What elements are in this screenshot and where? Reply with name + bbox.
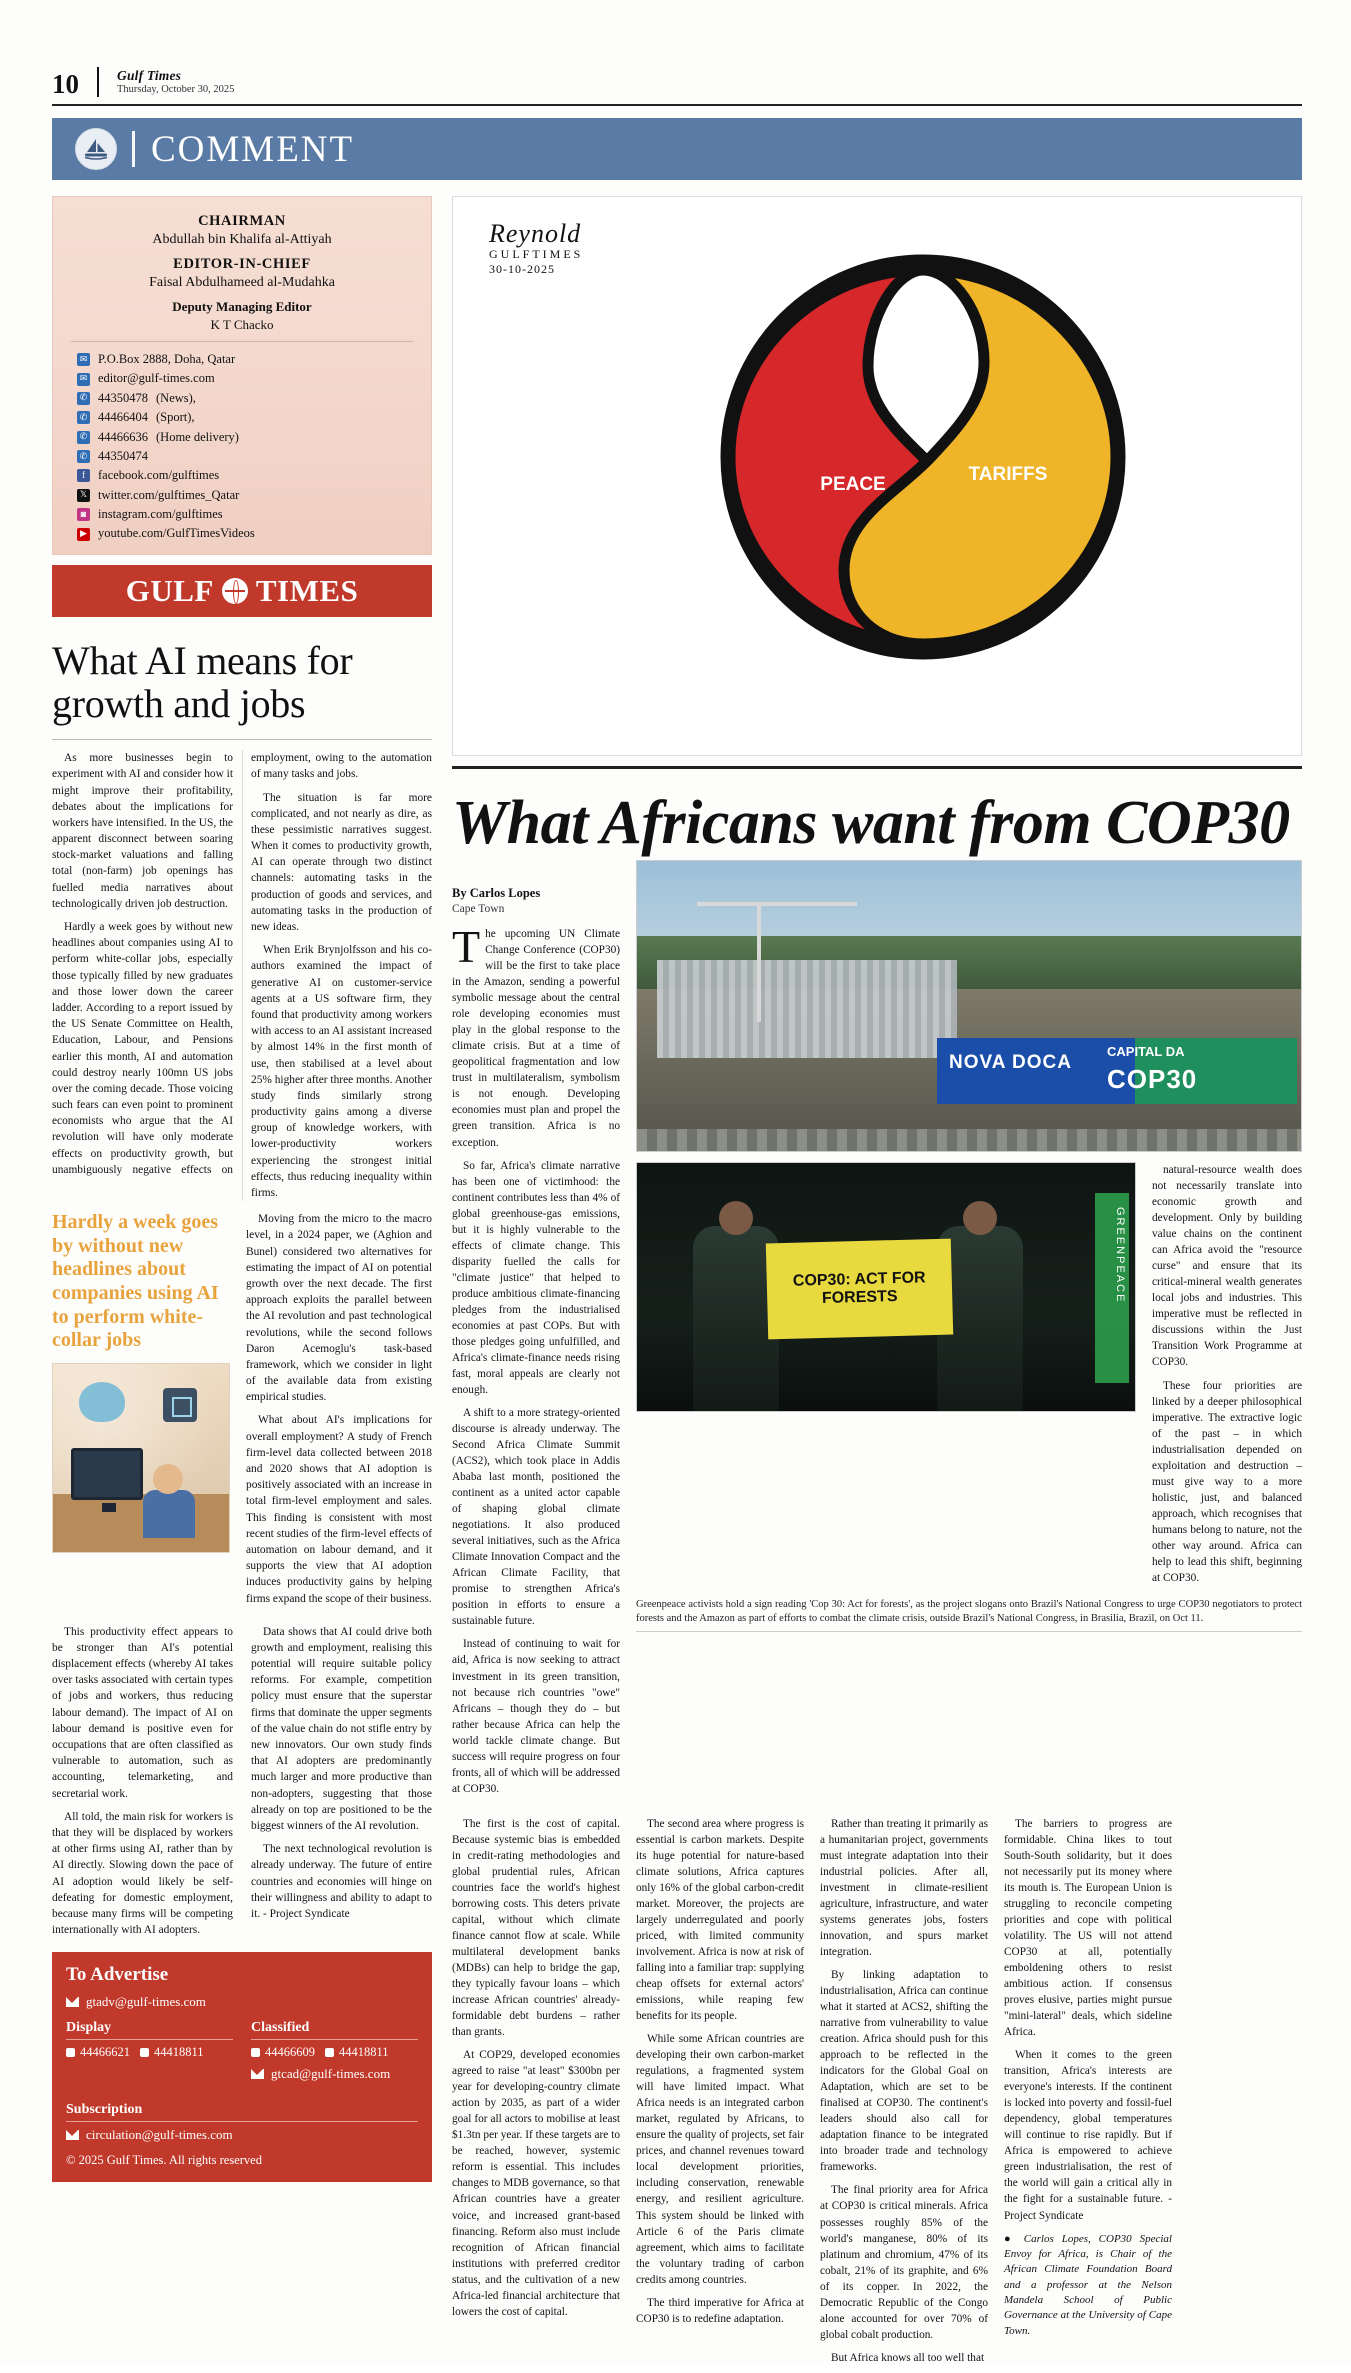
signature-name: Reynold [489,219,582,248]
paragraph: The final priority area for Africa at COP30 is critical minerals. Africa possesses roughly 85% of the world's manganese, 80% of its platinum and chromium, 47% of its cobalt, 21% of its graphite, and 6% of its copper. In 2022, the Democratic Republic of the Congo alone accounted for over 70% of global cobalt production. [820,2184,988,2341]
gulf-times-logo [52,565,432,617]
classified-email[interactable]: gtcad@gulf-times.com [271,2066,391,2082]
photo-caption: Greenpeace activists hold a sign reading 'Cop 30: Act for forests', as the project slogans onto Brazil's National Congress to urge COP30 negotiators to protect forests and the Amazon as part of efforts to combat the climate crisis, outside Brazil's National Congress, in Brasilia, Brazil, on Oct 11. [636,1598,1302,1624]
contact-text[interactable]: twitter.com/gulftimes_Qatar [98,487,240,502]
globe-icon [222,578,248,604]
main-column-2 [452,1816,620,2373]
advertise-email[interactable]: gtadv@gulf-times.com [86,1994,206,2010]
phone-icon: ✆ [77,392,90,405]
paragraph: This productivity effect appears to be stronger than AI's potential displacement effects (whereby AI takes over tasks associated with certain types of jobs and workers, thus reducing labour demand). The impact of AI on labour demand is positive even for occupations that are often classified as vulnerable to automation, such as accounting, telemarketing, and secretarial work. [52,1625,233,1800]
bio-bullet: ● [1004,2232,1024,2245]
paragraph: These four priorities are linked by a deeper philosophical imperative. The extractive logic of the past – in which industrialisation depended on exploitation and destruction – must give way to a more holistic, just, and balanced approach, which recognises that humans belong to nature, not the other way around. Africa can help to lead this shift, beginning at COP30. [1152,1379,1302,1584]
paragraph: The barriers to progress are formidable. China likes to tout South-South solidarity, but it does not necessarily put its money where its mouth is. The European Union is struggling to reconcile competing priorities and cope with political volatility. The US will not attend COP30 at all, potentially emboldening others to resist ambitious action. If consensus proves elusive, parties might pursue "mini-lateral" deals, which sideline Africa. [1004,1817,1172,2039]
paragraph: The third imperative for Africa at COP30 is to redefine adaptation. [636,2296,804,2325]
photo-sign-sub: CAPITAL DA [1107,1043,1185,1059]
masthead-rule [52,104,1302,106]
contact-phone-sport [77,408,415,427]
editorial-cartoon [452,196,1302,756]
author-bio [1004,2232,1172,2340]
phone-number: 44418811 [154,2045,204,2060]
paragraph: At COP29, developed economies agreed to raise "at least" $300bn per year for developing-country climate action by 2035, as part of a wider goal for all actors to mobilise at least $1.3tn per year. If these targets are to be reached, however, systemic reform is essential. This includes changes to MDB governance, so that African countries have a greater voice, and increased grant-based financing. Reform also must include recognition of African financial institutions with preferred creditor status, and the cultivation of a new Africa-led financial architecture that lowers the cost of capital. [452,2049,620,2318]
byline-and-col1 [452,860,620,1804]
classified-label: Classified [251,2020,418,2040]
pullquote-column [52,1211,230,1614]
contact-text[interactable]: editor@gulf-times.com [98,371,215,386]
paragraph: By linking adaptation to industrialisation, Africa can continue what it started at ACS2, shifting the narrative from vulnerability to value creation. Africa should push for this approach to be reflected in the indicators for the Global Goal on Adaptation, which are set to be finalised at COP30. The continent's leaders should also call for adaptation finance to be integrated into broader trade and technology frameworks. [820,1969,988,2174]
left-article-split [52,1211,432,1614]
main-lower-columns [452,1816,1302,2373]
cartoonist-signature [489,219,659,277]
info-divider [71,341,413,342]
byline [452,886,620,916]
sailboat-icon [75,128,117,170]
phone-icon: ✆ [77,431,90,444]
author-name: By Carlos Lopes [452,886,541,901]
contact-suffix: (Home delivery) [156,429,239,444]
phone-number: 44466621 [80,2045,130,2060]
main-column-5-bottom [1004,1816,1172,2373]
paragraph: The first is the cost of capital. Because systemic bias is embedded in credit-rating methodologies and global prudential rules, African countries face the world's highest borrowing costs. This deters private capital, without which climate finance cannot flow at scale. While multilateral development banks (MDBs) can help to bridge the gap, they typically favour loans – which increase African countries' already-formidable debt burdens – rather than grants. [452,1817,620,2039]
contact-instagram[interactable] [77,505,415,524]
paragraph: The second area where progress is essential is carbon markets. Despite its huge potential for nature-based climate solutions, Africa captures only 16% of the global carbon-credit market. Moreover, the projects are largely underregulated and poorly priced, with limited community involvement. Africa is now at risk of falling into a familiar trap: supplying cheap offsets for external actors' emissions, while reaping few benefits for its people. [636,1817,804,2023]
cartoon-artwork [708,242,1138,672]
mail-icon: ✉ [77,373,90,386]
contact-address [77,350,415,369]
paragraph: Instead of continuing to wait for aid, Africa is now seeking to attract investment in its green transition, not because rich countries "owe" Africans – though they do – but rather because Africa can help the world tackle climate change. But success will require progress on four fronts, all of which will be addressed at COP30. [452,1638,620,1795]
contact-twitter[interactable] [77,486,415,505]
paragraph: Data shows that AI could drive both growth and employment, realising this potential will require suitable policy reforms. For example, competition policy must ensure that the superstar firms that dominate the upper segments of the value chain do not stifle entry by new innovators. Our own study finds that AI adopters are predominantly much larger and more productive than non-adopters, suggesting that those already on top are positioned to be the biggest winners of the AI revolution. [251,1625,432,1832]
section-rule [452,766,1302,769]
main-column-5-top [1152,1162,1302,1593]
signature-date: 30-10-2025 [489,262,555,276]
display-column [66,2020,233,2092]
phone-number: 44466609 [265,2045,315,2060]
greenpeace-photo [636,1162,1136,1412]
phone-number: 44418811 [339,2045,389,2060]
deputy-label: Deputy Managing Editor [172,299,312,314]
paragraph: Moving from the micro to the macro level, in a 2024 paper, we (Aghion and Bunel) considered two alternatives for estimating the impact of AI on potential growth over the next decade. The first approach exploits the parallel between the AI revolution and past technological revolutions, while the second follows Daron Acemoglu's task-based framework, which we consider in light of the available data from existing empirical studies. [246,1213,432,1404]
bio-text: Carlos Lopes, COP30 Special Envoy for Africa, is Chair of the African Climate Foundation Board and a professor at the Nelson Mandela School of Public Governance at the University of Cape Town. [1004,2232,1172,2337]
x-icon: 𝕏 [77,489,90,502]
logo-text-times: TIMES [255,572,359,608]
ai-illustration [52,1363,230,1553]
classified-email-row[interactable] [251,2066,418,2082]
contact-text[interactable]: youtube.com/GulfTimesVideos [98,526,255,541]
advertise-email-row[interactable] [66,1994,418,2010]
protest-sign: COP30: ACT FOR FORESTS [766,1239,953,1340]
paragraph: When Erik Brynjolfsson and his co-authors examined the impact of generative AI on customer-service agents at a US software firm, they found that productivity among workers with access to an AI assistant increased by almost 14% in the first month of use, then stabilised at a level about 25% higher after three months. Another study finds similarly strong productivity gains among a diverse group of knowledge workers, with lower-productivity workers experiencing the strongest initial effects, thus reducing inequality within firms. [251,944,432,1199]
mail-icon [251,2069,264,2079]
chairman-label: CHAIRMAN [198,213,286,229]
main-column-3 [636,1816,804,2373]
instagram-icon: ◙ [77,508,90,521]
masthead-divider [97,67,99,97]
classified-phone [251,2045,315,2060]
display-label: Display [66,2020,233,2040]
copyright-text: © 2025 Gulf Times. All rights reserved [66,2153,262,2168]
youtube-icon: ▶ [77,528,90,541]
banner-logo [66,127,126,171]
page-date: Thursday, October 30, 2025 [117,83,235,95]
svg-text:PEACE: PEACE [820,474,886,495]
paragraph: When it comes to the green transition, Africa's interests are everyone's interests. If the continent is locked into poverty and fossil-fuel dependency, global temperatures will continue to rise rapidly. But if Africa is empowered to achieve green industrialisation, the rest of the world will gain a critical ally in the fight for a sustainable future. - Project Syndicate [1004,2049,1172,2222]
svg-text:TARIFFS: TARIFFS [968,464,1048,485]
phone-icon: ✆ [77,450,90,463]
paragraph: A shift to a more strategy-oriented discourse is already underway. The Second Africa Climate Summit (ACS2), which took place in Addis Ababa last month, positioned the continent as a united actor capable of shaping global climate negotiations. It also produced several initiatives, such as the Africa Climate Innovation Compact and the African Climate Facility, that promise to strengthen Africa's position in efforts to ensure a sustainable future. [452,1407,620,1628]
contact-email[interactable] [77,369,415,388]
subscription-email[interactable]: circulation@gulf-times.com [86,2127,233,2143]
subscription-email-row[interactable] [66,2127,418,2143]
left-column [52,196,432,2182]
contact-text[interactable]: instagram.com/gulftimes [98,507,223,521]
main-column-1 [452,921,620,1797]
paragraph: What about AI's implications for overall employment? A study of French firm-level data collected between 2018 and 2020 shows that AI adoption is positively associated with an increase in total firm-level employment and sales. This finding is consistent with most recent studies of the firm-level effects of automation on labour demand, and it supports the view that AI adoption induces productivity gains by helping firms expand the scope of their business. [246,1414,432,1605]
cop30-venue-photo [636,860,1302,1152]
logo-text-gulf: GULF [125,572,214,608]
advertise-box [52,1952,432,2182]
caption-rule [636,1631,1302,1632]
phone-icon: ✆ [77,411,90,424]
phone-icon [140,2048,149,2057]
paragraph: But Africa knows all too well that [831,2351,985,2364]
paragraph: Hardly a week goes by without new headlines about companies using AI to perform white-collar jobs, especially those typically filled by new graduates and those lower down the career ladder. According to a report issued by the US Senate Committee on Health, Education, Labour, and Pensions earlier this month, AI and automation could destroy nearly 100mn US jobs over the coming decade. Those voicing such fears can even point to prominent economists who argue that the AI revolution will have only moderate effects on productivity growth, but unambiguously negative effects on employment, owing to the automation of many tasks and jobs. [52,752,432,1176]
contact-suffix: (Sport), [156,410,195,425]
contact-text[interactable]: facebook.com/gulftimes [98,468,220,483]
mail-icon [66,2130,79,2140]
contact-text: 44466404 [98,410,148,425]
paragraph: natural-resource wealth does not necessarily translate into economic growth and development. Only by building value chains on the continent can Africa avoid the "resource curse" and ensure that its critical-mineral wealth generates local jobs and industries. This imperative must be reflected in discussions within the Just Transition Work Programme at COP30. [1152,1164,1302,1369]
photo-sign-brand: NOVA DOCA [949,1052,1072,1074]
paragraph: Rather than treating it primarily as a humanitarian project, governments must integrate adaptation into their industrial policies. After all, investment in climate-resilient agriculture, infrastructure, and water systems generates jobs, fosters innovation, and spurs market integration. [820,1817,988,1958]
paper-name: Gulf Times [117,68,182,84]
greenpeace-banner-text: GREENPEACE [1114,1207,1126,1304]
contact-text: 44350478 [98,390,148,405]
contact-phone-news [77,389,415,408]
display-phone [140,2045,204,2060]
chairman-name: Abdullah bin Khalifa al-Attiyah [152,232,332,247]
contact-text: 44466636 [98,429,148,444]
paragraph: As more businesses begin to experiment with AI and consider how it might improve their profitability, debates about the implications for workers have intensified. In the US, the apparent disconnect between soaring stock-market valuations and falling total (non-farm) job openings has fuelled media narratives about technologically driven job destruction. [52,752,233,910]
advertise-title: To Advertise [66,1964,169,1986]
left-article-tail [52,1624,432,1939]
facebook-icon: f [77,469,90,482]
masthead-info-box [52,196,432,555]
left-article-continued [246,1211,432,1614]
main-column-4 [820,1816,988,2373]
right-zone [452,196,1302,2373]
classified-phone [325,2045,389,2060]
paragraph: The situation is far more complicated, and not nearly as dire, as these pessimistic narratives suggest. When it comes to productivity growth, AI can operate through two distinct channels: automating tasks in the production of goods and services, and automating tasks in the production of new ideas. [251,791,432,933]
contact-youtube[interactable] [77,524,415,543]
pull-quote: Hardly a week goes by without new headlines about companies using AI to perform white-collar jobs [52,1211,219,1352]
phone-icon [251,2048,260,2057]
phone-icon [325,2048,334,2057]
main-headline: What Africans want from COP30 [452,789,1290,857]
contact-text: P.O.Box 2888, Doha, Qatar [98,352,236,366]
subscription-label: Subscription [66,2102,418,2122]
photo-stack [636,860,1302,1804]
paragraph: The upcoming UN Climate Change Conference (COP30) will be the first to take place in the Amazon, sending a powerful symbolic message about the central role developing economies must play in the global response to the climate crisis. But at a time of geopolitical fragmentation and low trust in multilateralism, symbolism is not enough. Developing economies must plan and propel the green transition. Africa is no exception. [452,921,620,1149]
phone-icon [66,2048,75,2057]
paragraph: So far, Africa's climate narrative has been one of victimhood: the continent contributes less than 4% of global greenhouse-gas emissions, but it is highly vulnerable to the effects of climate change. This disparity fuelled the calls for "climate justice" that helped to produce ambitious climate-financing pledges from the industrialised economies at past COPs. But with those pledges going unfulfilled, and Africa's climate-finance needs rising fast, moral appeals are clearly not enough. [452,1159,620,1396]
photo-sign-event: COP30 [1107,1064,1198,1095]
headline-rule [52,739,432,740]
deputy-name: K T Chacko [210,317,274,332]
page-number: 10 [52,69,79,99]
page-masthead [52,62,1302,98]
mail-icon [66,1997,79,2007]
main-upper-row [452,860,1302,1804]
banner-separator [132,131,135,167]
paragraph: All told, the main risk for workers is that they will be displaced by workers at other firms using AI, rather than by AI directly. Slowing down the pace of AI adoption would likely be self-defeating for domestic employment, because many firms will be competing internationally with AI adopters. [52,1810,233,1937]
contact-text: 44350474 [98,448,148,463]
paragraph: While some African countries are developing their own carbon-market regulations, a fragmented system will have limited impact. What Africa needs is an integrated carbon market, regulated by Africans, to ensure the quality of projects, set fair prices, and channel revenues toward local development priorities, including conservation, renewable energy, and resilient agriculture. This system should be linked with Article 6 of the Paris climate agreement, which aims to facilitate the voluntary trading of carbon credits among countries. [636,2033,804,2286]
editor-name: Faisal Abdulhameed al-Mudahka [149,275,335,290]
section-banner [52,118,1302,180]
display-phone [66,2045,130,2060]
contact-phone-delivery [77,428,415,447]
signature-sub: GULFTIMES [489,247,584,261]
author-city: Cape Town [452,903,505,916]
advertise-columns [66,2020,418,2092]
paragraph: The next technological revolution is already underway. The future of entire countries and economies will hinge on their willingness and ability to adapt to it. - Project Syndicate [251,1843,432,1920]
subscription-section [66,2102,418,2143]
left-article-headline: What AI means for growth and jobs [52,637,353,726]
contact-suffix: (News), [156,390,196,405]
editor-label: EDITOR-IN-CHIEF [173,256,311,272]
left-article-body [52,750,432,1201]
classified-column [251,2020,418,2092]
contact-list [77,350,415,544]
mail-icon: ✉ [77,353,90,366]
photo-bottom-row [636,1162,1302,1593]
contact-phone-main [77,447,415,466]
contact-facebook[interactable] [77,466,415,485]
section-title: COMMENT [151,128,355,170]
